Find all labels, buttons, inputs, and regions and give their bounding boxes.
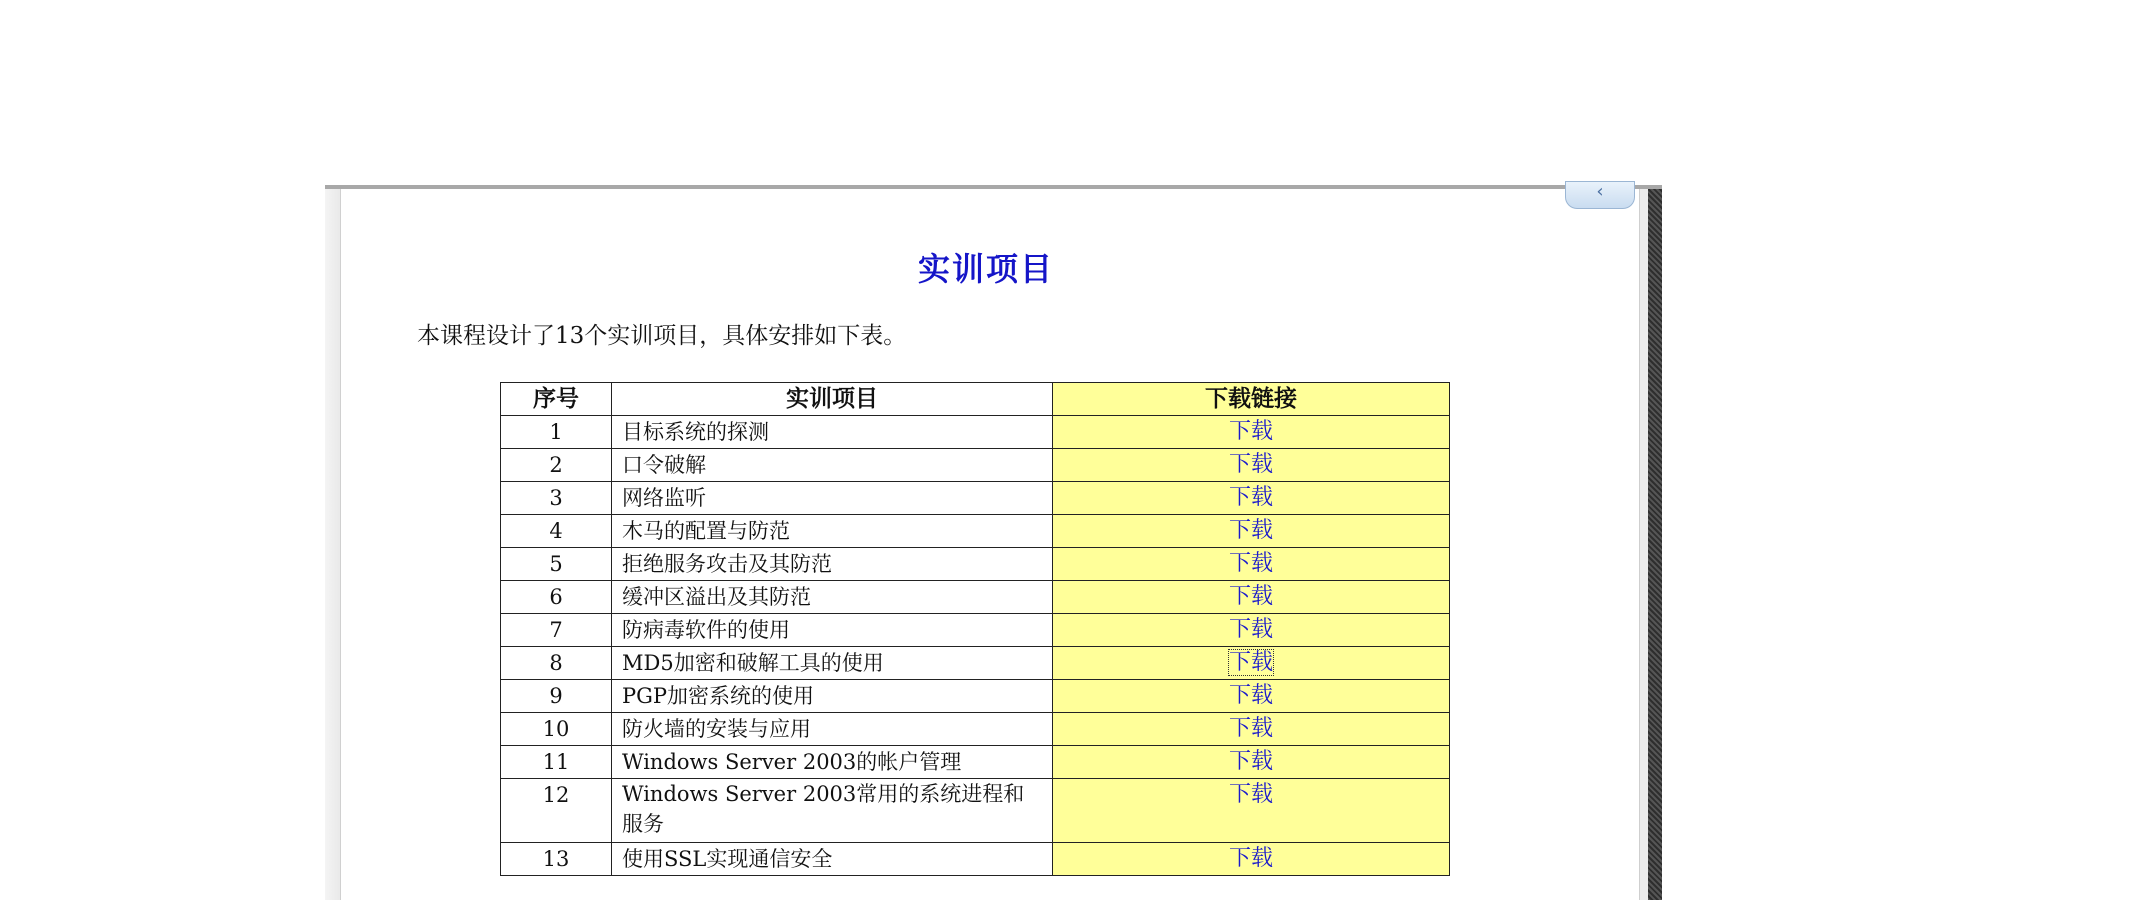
row-no: 4	[501, 515, 612, 548]
header-download: 下载链接	[1053, 383, 1450, 416]
download-link[interactable]: 下载	[1228, 518, 1273, 543]
row-no: 13	[501, 843, 612, 876]
download-cell	[1053, 779, 1450, 843]
row-no: 11	[501, 746, 612, 779]
download-link[interactable]: 下载	[1228, 419, 1273, 444]
header-name: 实训项目	[612, 383, 1053, 416]
row-no: 3	[501, 482, 612, 515]
download-link[interactable]: 下载	[1228, 485, 1273, 510]
table-row	[501, 416, 1450, 449]
download-link[interactable]: 下载	[1228, 749, 1273, 774]
download-link[interactable]: 下载	[1228, 617, 1273, 642]
download-link[interactable]: 下载	[1228, 782, 1273, 807]
row-name: 防病毒软件的使用	[612, 614, 1053, 647]
row-name: 木马的配置与防范	[612, 515, 1053, 548]
row-name: MD5加密和破解工具的使用	[612, 647, 1053, 680]
table-row	[501, 680, 1450, 713]
row-no: 12	[501, 779, 612, 843]
row-name: 网络监听	[612, 482, 1053, 515]
row-no: 8	[501, 647, 612, 680]
chevron-left-icon: ‹	[1596, 181, 1604, 202]
row-name: Windows Server 2003常用的系统进程和服务	[612, 779, 1053, 843]
page-content	[341, 189, 1631, 900]
download-cell	[1053, 680, 1450, 713]
intro-text: 本课程设计了13个实训项目，具体安排如下表。	[417, 323, 907, 349]
download-link[interactable]: 下载	[1228, 551, 1273, 576]
row-name: 防火墙的安装与应用	[612, 713, 1053, 746]
scrollbar-track[interactable]	[1639, 189, 1648, 900]
row-no: 10	[501, 713, 612, 746]
frame-left-edge	[325, 189, 341, 900]
projects-table	[500, 382, 1450, 876]
row-no: 6	[501, 581, 612, 614]
header-no: 序号	[501, 383, 612, 416]
row-name: 目标系统的探测	[612, 416, 1053, 449]
collapse-tab-button[interactable]	[1565, 181, 1635, 209]
table-row	[501, 779, 1450, 843]
row-name: Windows Server 2003的帐户管理	[612, 746, 1053, 779]
download-link[interactable]: 下载	[1228, 846, 1273, 871]
table-row	[501, 843, 1450, 876]
page-title: 实训项目	[917, 250, 1054, 288]
row-no: 2	[501, 449, 612, 482]
table-row	[501, 614, 1450, 647]
download-link[interactable]: 下载	[1228, 650, 1273, 675]
table-header-row	[501, 383, 1450, 416]
table-row	[501, 581, 1450, 614]
download-cell	[1053, 614, 1450, 647]
download-link[interactable]: 下载	[1228, 716, 1273, 741]
table-row	[501, 713, 1450, 746]
download-link[interactable]: 下载	[1228, 683, 1273, 708]
download-cell	[1053, 746, 1450, 779]
window-edge	[1648, 189, 1662, 900]
download-cell	[1053, 449, 1450, 482]
download-link[interactable]: 下载	[1228, 584, 1273, 609]
table-row	[501, 482, 1450, 515]
download-cell	[1053, 515, 1450, 548]
row-no: 5	[501, 548, 612, 581]
download-cell	[1053, 713, 1450, 746]
row-no: 9	[501, 680, 612, 713]
table-row	[501, 746, 1450, 779]
download-cell	[1053, 843, 1450, 876]
download-link[interactable]: 下载	[1228, 452, 1273, 477]
table-row	[501, 449, 1450, 482]
table-row	[501, 548, 1450, 581]
download-cell	[1053, 416, 1450, 449]
table-row	[501, 647, 1450, 680]
row-name: PGP加密系统的使用	[612, 680, 1053, 713]
row-name: 缓冲区溢出及其防范	[612, 581, 1053, 614]
row-no: 7	[501, 614, 612, 647]
row-name: 使用SSL实现通信安全	[612, 843, 1053, 876]
browser-frame	[325, 181, 1662, 900]
download-cell	[1053, 581, 1450, 614]
row-name: 拒绝服务攻击及其防范	[612, 548, 1053, 581]
download-cell	[1053, 482, 1450, 515]
row-no: 1	[501, 416, 612, 449]
download-cell	[1053, 548, 1450, 581]
table-row	[501, 515, 1450, 548]
row-name: 口令破解	[612, 449, 1053, 482]
download-cell	[1053, 647, 1450, 680]
